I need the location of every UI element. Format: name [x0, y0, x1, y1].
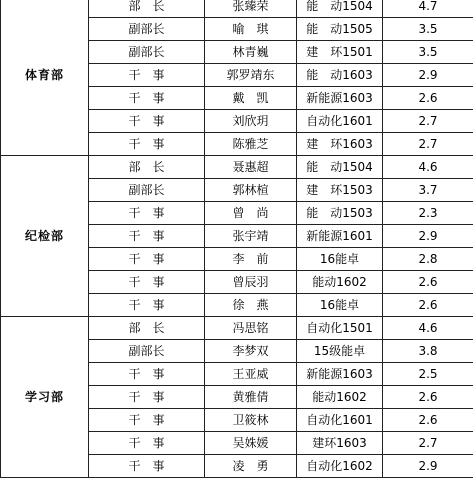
class-cell: 能 动1503 [297, 202, 383, 225]
class-cell: 能动1602 [297, 271, 383, 294]
score-cell: 3.5 [383, 41, 473, 64]
name-cell: 黄雅倩 [205, 386, 297, 409]
department-cell: 体育部 [1, 0, 89, 156]
position-cell: 干 事 [89, 363, 205, 386]
name-cell: 卫筱林 [205, 409, 297, 432]
score-cell: 4.6 [383, 156, 473, 179]
position-cell: 部 长 [89, 0, 205, 18]
score-cell: 2.6 [383, 294, 473, 317]
position-cell: 干 事 [89, 248, 205, 271]
class-cell: 新能源1603 [297, 363, 383, 386]
name-cell: 曾 尚 [205, 202, 297, 225]
class-cell: 15级能卓 [297, 340, 383, 363]
class-cell: 能 动1504 [297, 156, 383, 179]
class-cell: 16能卓 [297, 294, 383, 317]
position-cell: 干 事 [89, 202, 205, 225]
department-cell: 学习部 [1, 317, 89, 478]
class-cell: 自动化1601 [297, 409, 383, 432]
score-cell: 4.6 [383, 317, 473, 340]
name-cell: 聂惠超 [205, 156, 297, 179]
name-cell: 冯思铭 [205, 317, 297, 340]
class-cell: 能 动1603 [297, 64, 383, 87]
name-cell: 张宇靖 [205, 225, 297, 248]
name-cell: 林青巍 [205, 41, 297, 64]
name-cell: 喻 琪 [205, 18, 297, 41]
position-cell: 干 事 [89, 64, 205, 87]
name-cell: 李梦双 [205, 340, 297, 363]
score-cell: 2.9 [383, 64, 473, 87]
score-cell: 2.7 [383, 432, 473, 455]
table-row [1, 156, 473, 179]
table-row [1, 317, 473, 340]
position-cell: 干 事 [89, 110, 205, 133]
position-cell: 干 事 [89, 225, 205, 248]
score-cell: 2.6 [383, 271, 473, 294]
name-cell: 郭罗靖东 [205, 64, 297, 87]
name-cell: 凌 勇 [205, 455, 297, 478]
class-cell: 16能卓 [297, 248, 383, 271]
class-cell: 自动化1601 [297, 110, 383, 133]
name-cell: 刘欣玥 [205, 110, 297, 133]
score-cell: 2.7 [383, 133, 473, 156]
class-cell: 建 环1503 [297, 179, 383, 202]
score-cell: 2.8 [383, 248, 473, 271]
name-cell: 吴姝媛 [205, 432, 297, 455]
score-cell: 2.3 [383, 202, 473, 225]
score-cell: 3.5 [383, 18, 473, 41]
name-cell: 曾辰羽 [205, 271, 297, 294]
class-cell: 自动化1602 [297, 455, 383, 478]
score-cell: 2.7 [383, 110, 473, 133]
position-cell: 干 事 [89, 432, 205, 455]
score-cell: 2.9 [383, 455, 473, 478]
position-cell: 干 事 [89, 409, 205, 432]
name-cell: 陈雅芝 [205, 133, 297, 156]
score-cell: 3.7 [383, 179, 473, 202]
position-cell: 副部长 [89, 41, 205, 64]
name-cell: 张臻荣 [205, 0, 297, 18]
score-table-body [1, 0, 473, 478]
class-cell: 自动化1501 [297, 317, 383, 340]
name-cell: 戴 凯 [205, 87, 297, 110]
position-cell: 副部长 [89, 340, 205, 363]
class-cell: 建环1603 [297, 432, 383, 455]
class-cell: 能 动1505 [297, 18, 383, 41]
table-row [1, 0, 473, 18]
position-cell: 干 事 [89, 455, 205, 478]
department-cell: 纪检部 [1, 156, 89, 317]
score-cell: 2.9 [383, 225, 473, 248]
position-cell: 干 事 [89, 271, 205, 294]
position-cell: 干 事 [89, 294, 205, 317]
position-cell: 干 事 [89, 133, 205, 156]
position-cell: 干 事 [89, 87, 205, 110]
name-cell: 王亚威 [205, 363, 297, 386]
class-cell: 能 动1504 [297, 0, 383, 18]
class-cell: 新能源1601 [297, 225, 383, 248]
name-cell: 李 前 [205, 248, 297, 271]
score-cell: 2.6 [383, 409, 473, 432]
score-cell: 2.6 [383, 87, 473, 110]
class-cell: 建 环1603 [297, 133, 383, 156]
position-cell: 部 长 [89, 317, 205, 340]
position-cell: 干 事 [89, 386, 205, 409]
score-cell: 4.7 [383, 0, 473, 18]
class-cell: 新能源1603 [297, 87, 383, 110]
score-cell: 3.8 [383, 340, 473, 363]
position-cell: 副部长 [89, 18, 205, 41]
score-cell: 2.5 [383, 363, 473, 386]
class-cell: 能动1602 [297, 386, 383, 409]
class-cell: 建 环1501 [297, 41, 383, 64]
name-cell: 郭林楦 [205, 179, 297, 202]
position-cell: 部 长 [89, 156, 205, 179]
name-cell: 徐 燕 [205, 294, 297, 317]
position-cell: 副部长 [89, 179, 205, 202]
score-cell: 2.6 [383, 386, 473, 409]
